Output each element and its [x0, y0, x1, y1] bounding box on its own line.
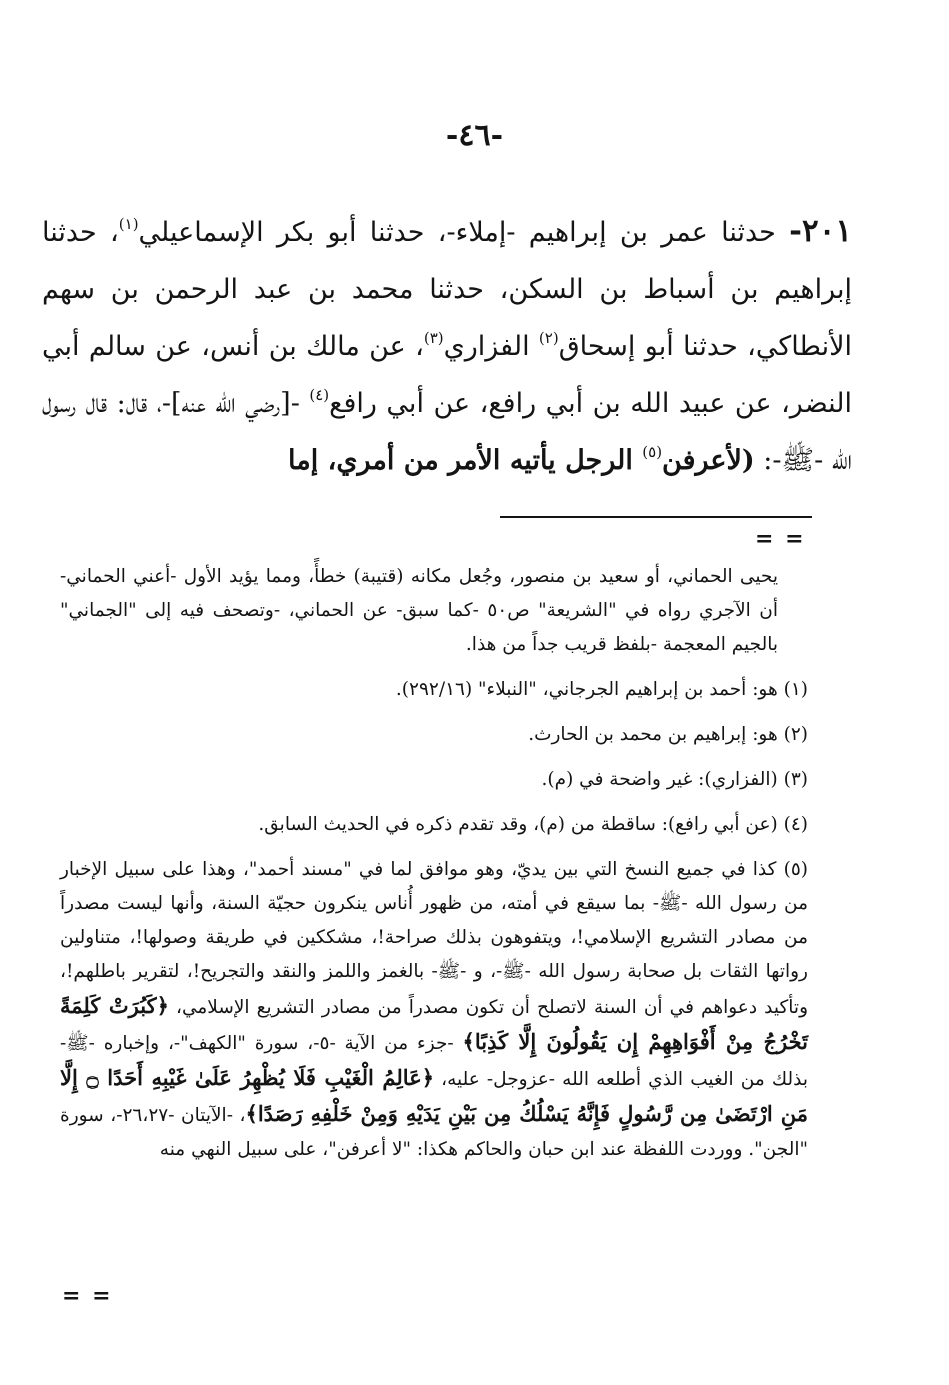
- hadith-isnad-4: ، عن مالك بن أنس، عن سالم أبي النضر، عن عبيد الله بن أبي رافع، عن أبي رافع: [42, 331, 852, 419]
- footnote-2: (٢) هو: إبراهيم بن محمد بن الحارث.: [528, 724, 808, 745]
- footnote-3: (٣) (الفزاري): غير واضحة في (م).: [541, 769, 808, 790]
- hadith-text: [42, 203, 852, 489]
- hadith-isnad-2: ، حدثنا إبراهيم بن أسباط بن السكن، حدثنا محمد بن عبد الرحمن بن سهم الأنطاكي، حدثنا أبو إسحاق: [42, 217, 852, 362]
- quran-verse-kahf: ﴿كَبُرَتْ كَلِمَةً تَخْرُجُ مِنْ أَفْوَاهِهِمْ إِن يَقُولُونَ إِلَّا كَذِبًا﴾: [60, 993, 808, 1054]
- hadith-isnad-1: حدثنا عمر بن إبراهيم -إملاء-، حدثنا أبو بكر الإسماعيلي: [138, 217, 776, 248]
- footnote-ref-2: (٢): [538, 329, 559, 347]
- footnote-divider: [500, 516, 812, 518]
- hadith-matn-2: الرجل يأتيه الأمر من أمري، إما: [288, 445, 643, 476]
- footnotes-section: [60, 560, 808, 1167]
- footnote-5-text-2: -جزء من الآية -٥-، سورة "الكهف"-، وإخباره -ﷺ- بذلك من الغيب الذي أطلعه الله -عزوجل- عليه،: [60, 1033, 808, 1090]
- footnote-5-text-3: ، -الآيتان -٢٦،٢٧-، سورة "الجن". ووردت اللفظة عند ابن حبان والحاكم هكذا: "لا أعرفن"، على سبيل النهي منه: [60, 1105, 808, 1160]
- hadith-isnad-5: -[رضي الله عنه]-، قال: قال رسول الله -ﷺ-:: [42, 388, 852, 476]
- continuation-mark-bottom: = =: [62, 1283, 113, 1309]
- quran-verse-jinn: ﴿عَالِمُ الْغَيْبِ فَلَا يُظْهِرُ عَلَىٰ غَيْبِهِ أَحَدًا ۝ إِلَّا مَنِ ارْتَضَىٰ مِن رَّسُولٍ فَإِنَّهُ يَسْلُكُ مِن بَيْنِ يَدَيْهِ وَمِنْ خَلْفِهِ رَصَدًا﴾: [60, 1065, 808, 1126]
- footnote-1: (١) هو: أحمد بن إبراهيم الجرجاني، "النبلاء" (٢٩٢/١٦).: [395, 679, 808, 700]
- footnote-continuation: يحيى الحماني، أو سعيد بن منصور، وجُعل مكانه (قتيبة) خطأً، ومما يؤيد الأول -أعني الحماني- أن الآجري رواه في "الشريعة" ص٥٠ -كما سبق- عن الحماني، -وتصحف فيه إلى "الجماني" بالجيم المعجمة -بلفظ قريب جداً من هذا.: [60, 566, 778, 655]
- page-number: -٤٦-: [445, 118, 504, 153]
- footnote-ref-4: (٤): [309, 386, 330, 404]
- continuation-mark-top: = =: [755, 526, 806, 552]
- hadith-number: ٢٠١-: [789, 213, 852, 249]
- footnote-ref-3: (٣): [423, 329, 444, 347]
- footnote-5-text-1: (٥) كذا في جميع النسخ التي بين يديّ، وهو موافق لما في "مسند أحمد"، وهذا على سبيل الإخبار من رسول الله -ﷺ- بما سيقع في أمته، من ظهور أُناس ينكرون حجيّة السنة، وأنها ليست مصدراً من مصادر التشريع الإسلامي!، ويتفوهون بذلك صراحة!، مشككين في طريقة وصولها!، متناولين رواتها الثقات بل صحابة رسول الله -ﷺ-، و -ﷺ- بالغمز واللمز والنقد والتجريح!، لتقرير باطلهم!، وتأكيد دعواهم في أن السنة لاتصلح أن تكون مصدراً من مصادر التشريع الإسلامي،: [60, 859, 809, 1018]
- footnote-4: (٤) (عن أبي رافع): ساقطة من (م)، وقد تقدم ذكره في الحديث السابق.: [258, 814, 808, 835]
- footnote-5: [60, 853, 808, 1167]
- hadith-isnad-3: الفزاري: [443, 331, 539, 362]
- hadith-matn-1: (لأعرفن: [662, 445, 755, 476]
- footnote-ref-5: (٥): [642, 443, 663, 461]
- footnote-ref-1: (١): [118, 215, 139, 233]
